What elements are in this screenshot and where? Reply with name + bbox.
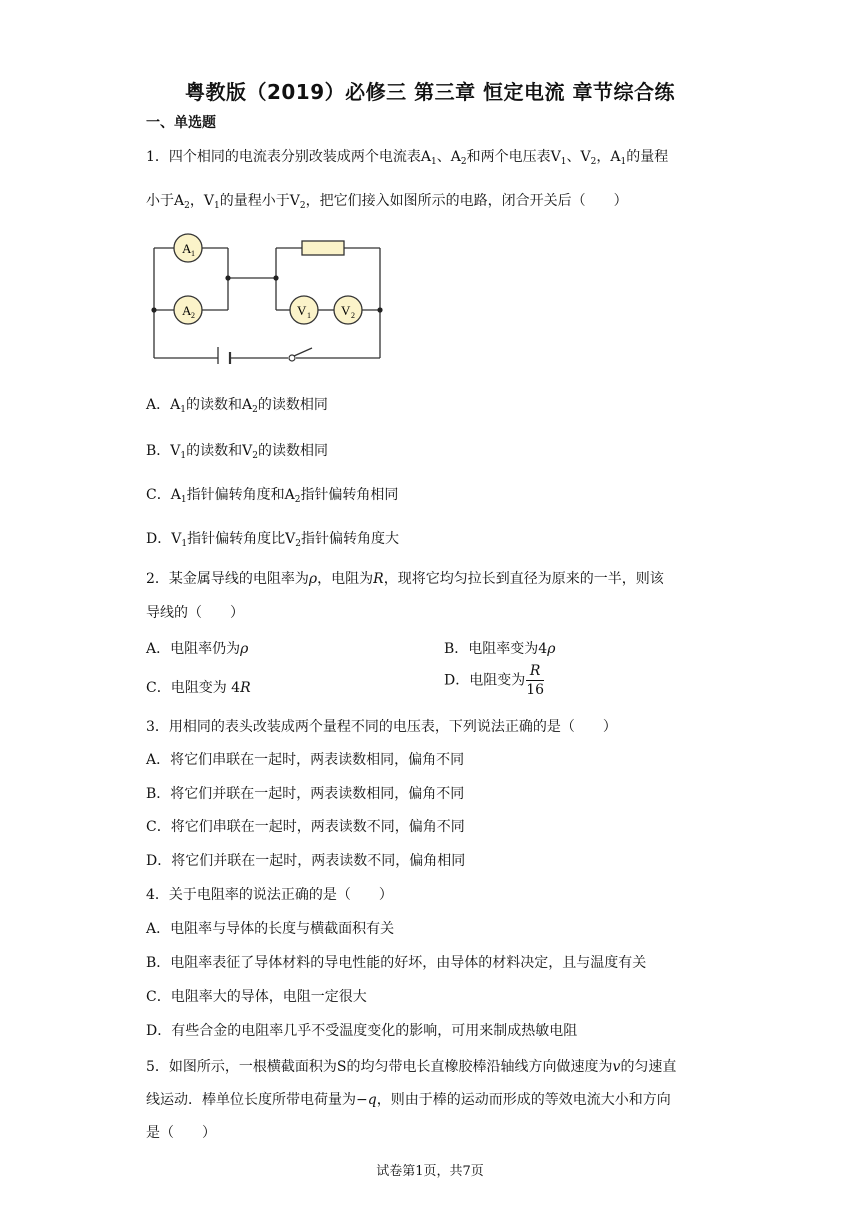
q1-option-b[interactable]: B．$V_1$的读数和$V_2$的读数相同 <box>146 443 329 461</box>
svg-text:1: 1 <box>307 311 311 320</box>
q4-option-a[interactable]: A．电阻率与导体的长度与横截面积有关 <box>146 921 395 937</box>
ammeter-a1 <box>174 234 202 262</box>
svg-text:1: 1 <box>191 249 195 258</box>
ammeter-a2 <box>174 296 202 324</box>
q3-option-d[interactable]: D．将它们并联在一起时，两表读数不同，偏角相同 <box>146 853 466 869</box>
svg-text:A: A <box>182 303 192 318</box>
fraction-r-over-16: $\frac{R}{16}$ <box>526 663 545 698</box>
svg-text:A: A <box>182 241 192 256</box>
q5-stem-line3: 是（ ） <box>146 1125 216 1141</box>
svg-text:2: 2 <box>191 311 195 320</box>
voltmeter-v2 <box>334 296 362 324</box>
q3-option-a[interactable]: A．将它们串联在一起时，两表读数相同，偏角不同 <box>146 752 465 768</box>
page-title: 粤教版（2019）必修三 第三章 恒定电流 章节综合练 <box>184 80 676 104</box>
q2-option-c[interactable]: C．电阻变为 4R <box>146 680 251 696</box>
q2-option-a[interactable]: A．电阻率仍为ρ <box>146 641 249 657</box>
q3-option-b[interactable]: B．将它们并联在一起时，两表读数相同，偏角不同 <box>146 786 465 802</box>
q4-option-d[interactable]: D．有些合金的电阻率几乎不受温度变化的影响，可用来制成热敏电阻 <box>146 1023 578 1039</box>
switch-lever <box>294 348 312 356</box>
q1-stem-line1: 1．四个相同的电流表分别改装成两个电流表$A_1$、$A_2$和两个电压表$V_1$、$V_2$，$A_1$的量程 <box>146 149 669 167</box>
q3-stem: 3．用相同的表头改装成两个量程不同的电压表，下列说法正确的是（ ） <box>146 719 617 735</box>
q1-option-d[interactable]: D．$V_1$指针偏转角度比$V_2$指针偏转角度大 <box>146 531 399 549</box>
q1-option-a[interactable]: A．$A_1$的读数和$A_2$的读数相同 <box>146 397 328 415</box>
svg-text:V: V <box>341 303 351 318</box>
q3-option-c[interactable]: C．将它们串联在一起时，两表读数不同，偏角不同 <box>146 819 465 835</box>
q4-option-b[interactable]: B．电阻率表征了导体材料的导电性能的好坏，由导体的材料决定，且与温度有关 <box>146 955 647 971</box>
q1-stem-line2: 小于$A_2$，$V_1$的量程小于$V_2$，把它们接入如图所示的电路，闭合开关后（ ） <box>146 193 628 211</box>
voltmeter-v1 <box>290 296 318 324</box>
q2-stem-line1: 2．某金属导线的电阻率为ρ，电阻为R，现将它均匀拉长到直径为原来的一半，则该 <box>146 571 664 587</box>
q4-stem: 4．关于电阻率的说法正确的是（ ） <box>146 887 393 903</box>
section-heading: 一、单选题 <box>146 115 216 131</box>
q5-stem-line1: 5．如图所示，一根横截面积为S的均匀带电长直橡胶棒沿轴线方向做速度为v的匀速直 <box>146 1059 677 1075</box>
page-footer: 试卷第1页，共7页 <box>376 1164 484 1179</box>
q2-option-b[interactable]: B．电阻率变为4ρ <box>444 641 556 657</box>
q4-option-c[interactable]: C．电阻率大的导体，电阻一定很大 <box>146 989 367 1005</box>
q1-option-c[interactable]: C．$A_1$指针偏转角度和$A_2$指针偏转角相同 <box>146 487 399 505</box>
svg-text:2: 2 <box>351 311 355 320</box>
circuit-diagram <box>146 230 386 364</box>
svg-text:V: V <box>297 303 307 318</box>
q2-option-d[interactable]: D．电阻变为 $\frac{R}{16}$ <box>444 663 545 698</box>
q5-stem-line2: 线运动．棒单位长度所带电荷量为−q，则由于棒的运动而形成的等效电流大小和方向 <box>146 1092 671 1108</box>
q2-stem-line2: 导线的（ ） <box>146 605 244 621</box>
resistor <box>302 241 344 255</box>
